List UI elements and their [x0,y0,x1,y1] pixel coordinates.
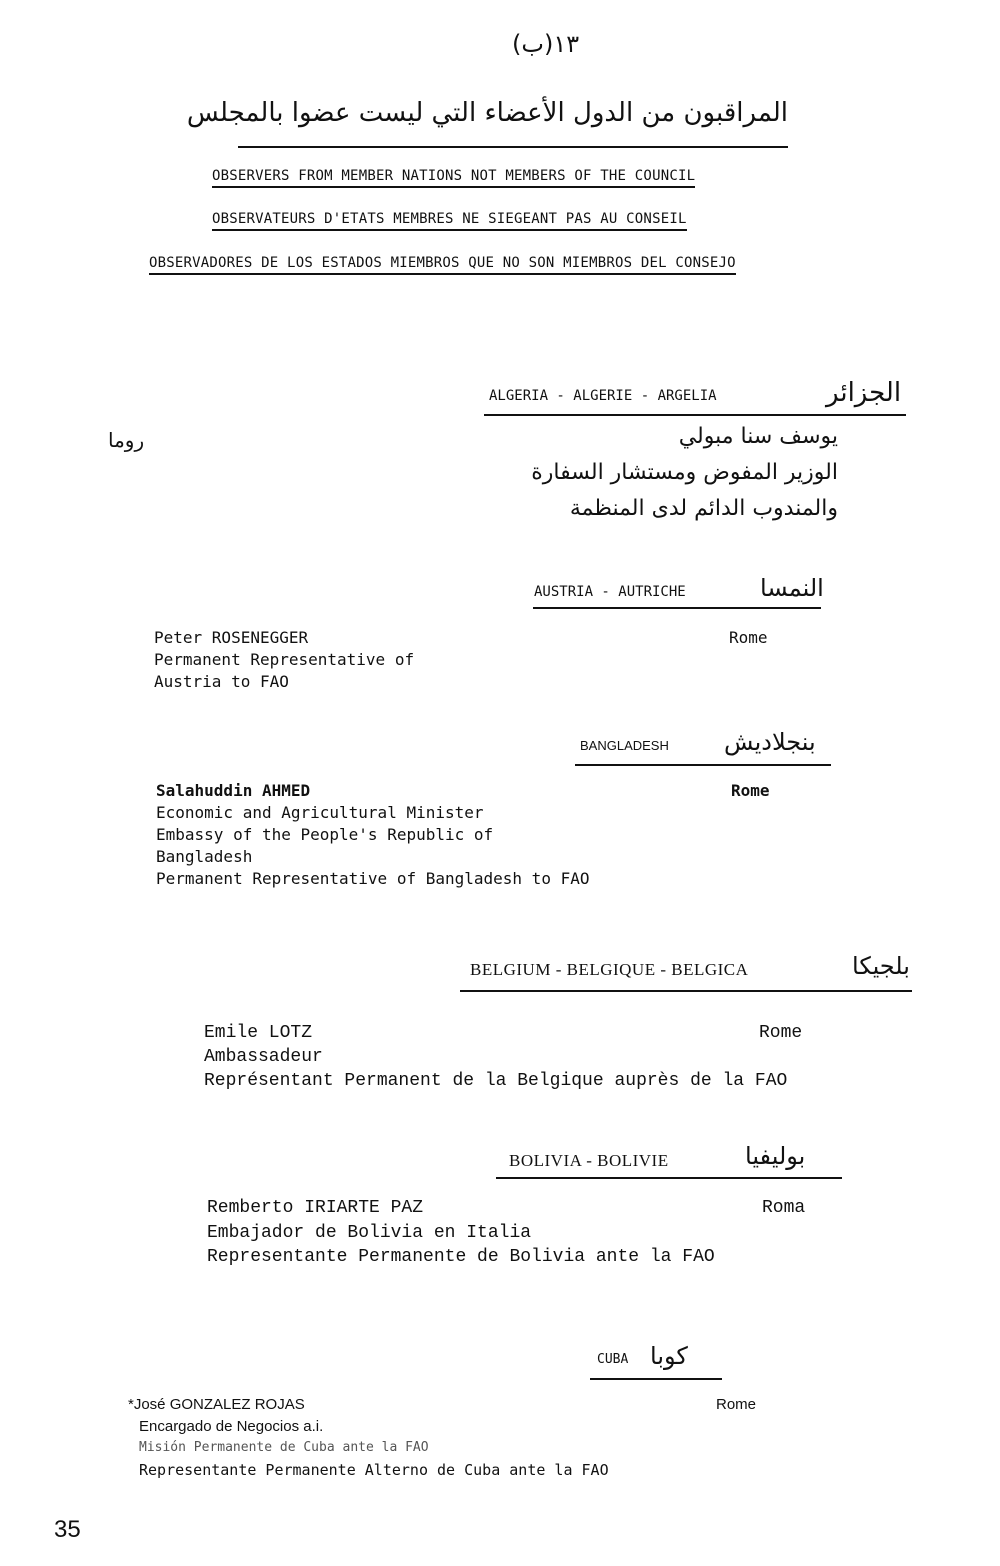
algeria-city-arabic: روما [108,428,145,452]
title-spanish: OBSERVADORES DE LOS ESTADOS MIEMBROS QUE NO SON MIEMBROS DEL CONSEJO [149,255,736,275]
belgium-name: Emile LOTZ [204,1023,313,1043]
cuba-underline [590,1378,722,1380]
bangladesh-country-arabic: بنجلاديش [724,728,816,756]
algeria-country-arabic: الجزائر [826,378,902,408]
austria-country-arabic: النمسا [760,574,824,602]
footer-page-number: 35 [54,1516,81,1543]
austria-underline [533,607,821,609]
page-number-header: (١٣(ب [512,30,580,58]
austria-country-label: AUSTRIA - AUTRICHE [534,584,686,600]
algeria-line-3: والمندوب الدائم لدى المنظمة [569,496,838,521]
bangladesh-line-4: Permanent Representative of Bangladesh to FAO [156,869,590,888]
austria-line-2: Austria to FAO [154,672,289,691]
belgium-underline [460,990,912,992]
bolivia-line-2: Representante Permanente de Bolivia ante la FAO [207,1247,715,1267]
belgium-line-1: Ambassadeur [204,1047,323,1067]
cuba-country-arabic: كوبا [650,1342,688,1370]
bangladesh-underline [575,764,831,766]
austria-city: Rome [729,628,768,647]
cuba-city: Rome [716,1396,757,1413]
austria-name: Peter ROSENEGGER [154,628,309,647]
cuba-name: *José GONZALEZ ROJAS [128,1396,305,1413]
cuba-country-label: CUBA [597,1352,629,1367]
title-french: OBSERVATEURS D'ETATS MEMBRES NE SIEGEANT PAS AU CONSEIL [212,211,687,231]
austria-line-1: Permanent Representative of [154,650,415,669]
belgium-city: Rome [759,1023,803,1043]
cuba-line-2: Misión Permanente de Cuba ante la FAO [139,1440,429,1455]
bangladesh-line-3: Bangladesh [156,847,253,866]
bolivia-name: Remberto IRIARTE PAZ [207,1198,424,1218]
title-english: OBSERVERS FROM MEMBER NATIONS NOT MEMBERS OF THE COUNCIL [212,168,695,188]
arabic-title-underline [238,146,788,148]
belgium-country-arabic: بلجيكا [852,952,910,980]
cuba-line-1: Encargado de Negocios a.i. [139,1418,324,1435]
bangladesh-name: Salahuddin AHMED [156,781,311,800]
bolivia-underline [496,1177,842,1179]
bangladesh-city: Rome [731,781,770,800]
bangladesh-country-label: BANGLADESH [580,738,669,753]
bolivia-country-label: BOLIVIA - BOLIVIE [509,1151,669,1170]
algeria-country-label: ALGERIA - ALGERIE - ARGELIA [489,388,717,404]
cuba-line-3: Representante Permanente Alterno de Cuba ante la FAO [139,1461,609,1479]
algeria-line-2: الوزير المفوض ومستشار السفارة [531,460,838,485]
algeria-line-1: يوسف سنا مبولي [678,424,838,449]
bangladesh-line-2: Embassy of the People's Republic of [156,825,494,844]
arabic-title: المراقبون من الدول الأعضاء التي ليست عضوا بالمجلس [186,98,788,128]
bolivia-country-arabic: بوليفيا [745,1142,806,1170]
algeria-underline [484,414,906,416]
belgium-country-label: BELGIUM - BELGIQUE - BELGICA [470,960,749,979]
bolivia-line-1: Embajador de Bolivia en Italia [207,1223,532,1243]
bangladesh-line-1: Economic and Agricultural Minister [156,803,484,822]
belgium-line-2: Représentant Permanent de la Belgique auprès de la FAO [204,1071,788,1091]
bolivia-city: Roma [762,1198,806,1218]
